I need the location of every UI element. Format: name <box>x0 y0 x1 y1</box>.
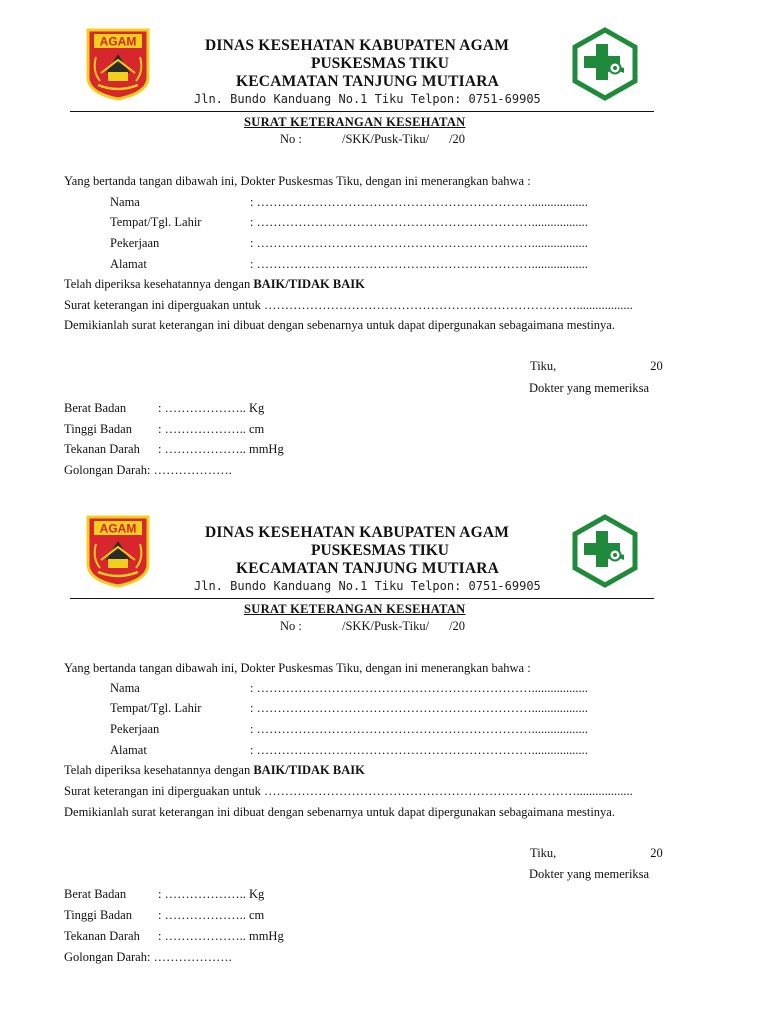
field-label-alamat: Alamat <box>110 257 147 271</box>
agency-name: DINAS KESEHATAN KABUPATEN AGAM <box>205 37 510 54</box>
crest-label: AGAM <box>99 34 137 49</box>
examination-prefix: Telah diperiksa kesehatannya dengan <box>64 763 254 777</box>
field-value-nama: : ………………………………………………………….................. <box>250 681 588 695</box>
puskesmas-logo <box>568 514 642 588</box>
intro-text: Yang bertanda tangan dibawah ini, Dokter Puskesmas Tiku, dengan ini menerangkan bahwa : <box>64 174 531 188</box>
health-certificate-form-1 <box>0 0 768 500</box>
signature-place-date <box>530 846 663 861</box>
blood-type-value: : ………………. <box>146 950 232 964</box>
number-code: /SKK/Pusk-Tiku/ <box>342 132 430 146</box>
crest-label: AGAM <box>99 521 137 536</box>
measure-value-height: : ……………….. cm <box>158 422 265 436</box>
field-label-pekerjaan: Pekerjaan <box>110 722 160 736</box>
closing-text: Demikianlah surat keterangan ini dibuat dengan sebenarnya untuk dapat dipergunakan sebagaimana mestinya. <box>64 318 615 332</box>
measure-label-blood-pressure: Tekanan Darah <box>64 442 140 456</box>
examination-prefix: Telah diperiksa kesehatannya dengan <box>64 277 254 291</box>
number-year: /20 <box>449 132 466 146</box>
field-label-alamat: Alamat <box>110 743 147 757</box>
document-number <box>280 619 465 634</box>
purpose-line: Surat keterangan ini diperguakan untuk ………………………………………………………………….................. <box>64 298 633 312</box>
document-title: SURAT KETERANGAN KESEHATAN <box>244 115 466 129</box>
examination-result <box>64 763 365 778</box>
document-title: SURAT KETERANGAN KESEHATAN <box>244 602 466 616</box>
number-label: No : <box>280 619 302 633</box>
blood-type-value: : ………………. <box>146 463 232 477</box>
puskesmas-logo <box>568 27 642 101</box>
intro-text: Yang bertanda tangan dibawah ini, Dokter Puskesmas Tiku, dengan ini menerangkan bahwa : <box>64 661 531 675</box>
header-divider <box>70 598 654 599</box>
measure-value-height: : ……………….. cm <box>158 908 265 922</box>
district-name: KECAMATAN TANJUNG MUTIARA <box>236 560 500 577</box>
signature-year: 20 <box>650 846 663 860</box>
signature-place: Tiku, <box>530 359 557 373</box>
signature-doctor: Dokter yang memeriksa <box>529 381 650 395</box>
examination-status: BAIK/TIDAK BAIK <box>253 277 365 291</box>
address: Jln. Bundo Kanduang No.1 Tiku Telpon: 0751-69905 <box>194 579 541 593</box>
signature-doctor: Dokter yang memeriksa <box>529 867 650 881</box>
blood-type-label: Golongan Darah <box>64 950 147 964</box>
puskesmas-name-text: PUSKESMAS TIKU <box>311 542 449 559</box>
closing-text: Demikianlah surat keterangan ini dibuat dengan sebenarnya untuk dapat dipergunakan sebagaimana mestinya. <box>64 805 615 819</box>
signature-place: Tiku, <box>530 846 557 860</box>
measure-label-weight: Berat Badan <box>64 887 127 901</box>
measure-label-blood-pressure: Tekanan Darah <box>64 929 140 943</box>
field-label-ttl: Tempat/Tgl. Lahir <box>110 701 202 715</box>
number-year: /20 <box>449 619 466 633</box>
purpose-line: Surat keterangan ini diperguakan untuk ………………………………………………………………….................. <box>64 784 633 798</box>
measure-value-blood-pressure: : ……………….. mmHg <box>158 929 284 943</box>
field-label-ttl: Tempat/Tgl. Lahir <box>110 215 202 229</box>
measure-label-weight: Berat Badan <box>64 401 127 415</box>
field-label-nama: Nama <box>110 195 140 209</box>
measure-value-weight: : ……………….. Kg <box>158 401 265 415</box>
field-value-alamat: : ………………………………………………………….................. <box>250 257 588 271</box>
health-certificate-form-2 <box>0 487 768 987</box>
puskesmas-name-text: PUSKESMAS TIKU <box>311 55 449 72</box>
field-label-nama: Nama <box>110 681 140 695</box>
header-divider <box>70 111 654 112</box>
examination-result <box>64 277 365 292</box>
examination-status: BAIK/TIDAK BAIK <box>253 763 365 777</box>
signature-year: 20 <box>650 359 663 373</box>
measure-value-blood-pressure: : ……………….. mmHg <box>158 442 284 456</box>
document-number <box>280 132 465 147</box>
measure-label-blood-type <box>64 950 232 965</box>
measure-value-weight: : ……………….. Kg <box>158 887 265 901</box>
measure-label-height: Tinggi Badan <box>64 422 132 436</box>
field-value-pekerjaan: : ………………………………………………………….................. <box>250 722 588 736</box>
field-value-alamat: : ………………………………………………………….................. <box>250 743 588 757</box>
blood-type-label: Golongan Darah <box>64 463 147 477</box>
field-value-pekerjaan: : ………………………………………………………….................. <box>250 236 588 250</box>
field-value-nama: : ………………………………………………………….................. <box>250 195 588 209</box>
address: Jln. Bundo Kanduang No.1 Tiku Telpon: 0751-69905 <box>194 92 541 106</box>
field-label-pekerjaan: Pekerjaan <box>110 236 160 250</box>
agency-name: DINAS KESEHATAN KABUPATEN AGAM <box>205 524 510 541</box>
field-value-ttl: : ………………………………………………………….................. <box>250 701 588 715</box>
district-name: KECAMATAN TANJUNG MUTIARA <box>236 73 500 90</box>
field-value-ttl: : ………………………………………………………….................. <box>250 215 588 229</box>
puskesmas-name <box>0 55 768 73</box>
puskesmas-name <box>0 542 768 560</box>
signature-place-date <box>530 359 663 374</box>
measure-label-height: Tinggi Badan <box>64 908 132 922</box>
measure-label-blood-type <box>64 463 232 478</box>
number-code: /SKK/Pusk-Tiku/ <box>342 619 430 633</box>
number-label: No : <box>280 132 302 146</box>
